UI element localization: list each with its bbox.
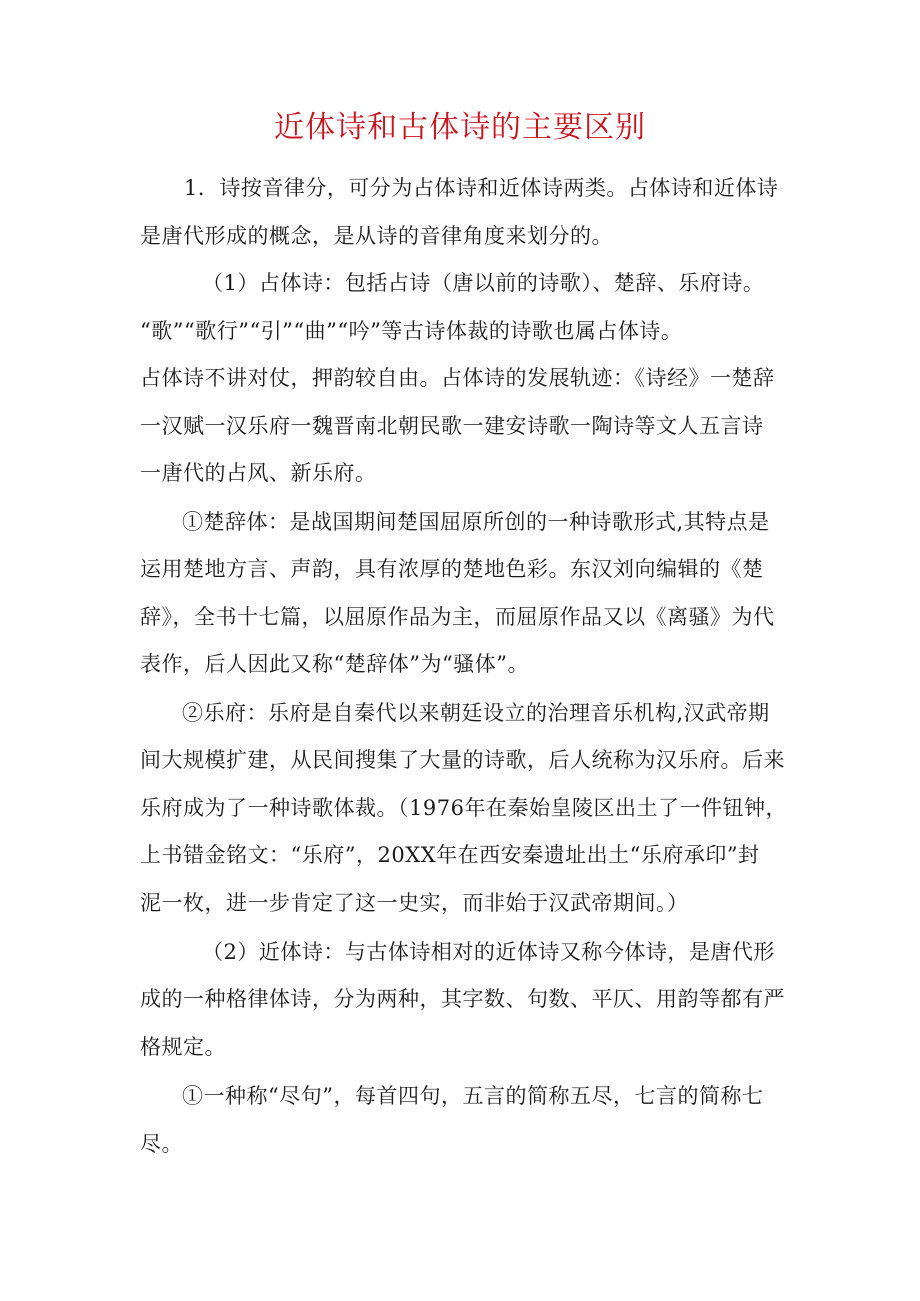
text-line-20: ①一种称“尽句”，每首四句，五言的简称五尽，七言的简称七: [182, 1084, 764, 1108]
text-line-8: ①楚辞体：是战国期间楚国屈原所创的一种诗歌形式,其特点是: [182, 510, 770, 534]
text-line-1: 1．诗按音律分，可分为占体诗和近体诗两类。占体诗和近体诗: [184, 176, 779, 200]
text-line-13: 间大规模扩建，从民间搜集了大量的诗歌，后人统称为汉乐府。后来: [140, 748, 785, 772]
text-line-9: 运用楚地方言、声韵，具有浓厚的楚地色彩。东汉刘向编辑的《楚: [140, 557, 764, 581]
text-line-5: 占体诗不讲对仗，押韵较自由。占体诗的发展轨迹：《诗经》一楚辞: [140, 366, 775, 390]
text-line-12: ②乐府：乐府是自秦代以来朝廷设立的治理音乐机构,汉武帝期: [182, 701, 770, 725]
text-line-18: 成的一种格律体诗，分为两种，其字数、句数、平仄、用韵等都有严: [140, 987, 785, 1011]
text-line-4: “歌”“歌行”“引”“曲”“吟”等古诗体裁的诗歌也属占体诗。: [140, 319, 683, 343]
text-line-17: （2）近体诗：与古体诗相对的近体诗又称今体诗，是唐代形: [202, 940, 775, 964]
text-line-21: 尽。: [140, 1132, 183, 1156]
text-line-14: 乐府成为了一种诗歌体裁。（1976年在秦始皇陵区出土了一件钮钟，: [140, 796, 787, 820]
page-title: 近体诗和古体诗的主要区别: [274, 110, 646, 145]
text-line-3: （1）占体诗：包括占诗（唐以前的诗歌）、楚辞、乐府诗。: [202, 271, 765, 295]
text-line-19: 格规定。: [140, 1035, 226, 1059]
text-line-2: 是唐代形成的概念，是从诗的音律角度来划分的。: [140, 224, 613, 248]
text-line-6: 一汉赋一汉乐府一魏晋南北朝民歌一建安诗歌一陶诗等文人五言诗: [140, 414, 764, 438]
text-line-11: 表作，后人因此又称“楚辞体”为“骚体”。: [140, 652, 529, 676]
text-line-7: 一唐代的占风、新乐府。: [140, 461, 377, 485]
text-line-16: 泥一枚，进一步肯定了这一史实，而非始于汉武帝期间。）: [140, 891, 689, 915]
text-line-15: 上书错金铭文：“乐府”，20XX年在西安秦遗址出土“乐府承印”封: [140, 843, 760, 867]
text-line-10: 辞》，全书十七篇，以屈原作品为主，而屈原作品又以《离骚》为代: [140, 605, 775, 629]
